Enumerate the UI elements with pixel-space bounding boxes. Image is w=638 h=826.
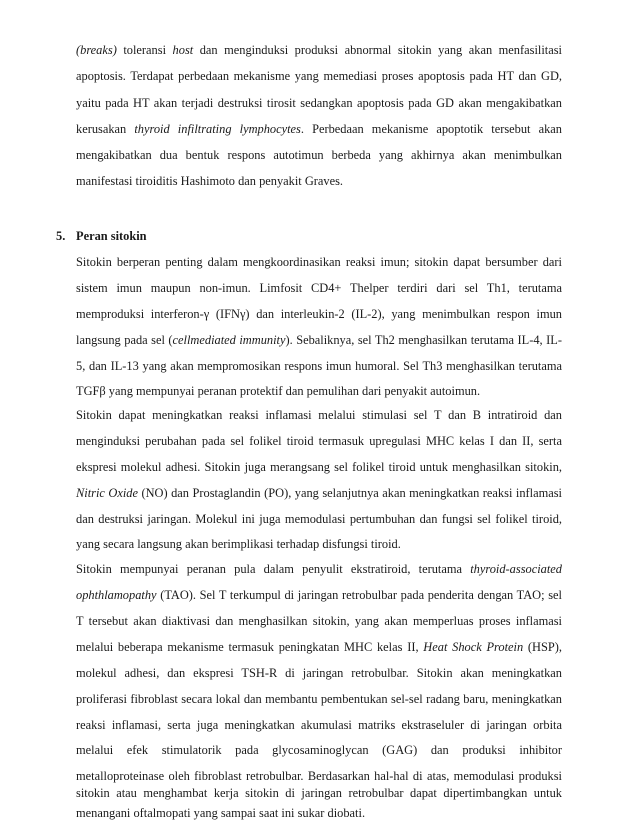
section-title: Peran sitokin [76,229,147,243]
text-run: . Perbedaan mekanisme apoptotik tersebut akan [300,122,563,136]
paragraph-3-line-3: ekspresi molekul adhesi. Sitokin juga merangsang sel folikel tiroid untuk menghasilkan sitokin, [76,460,562,474]
paragraph-3-line-5: dan destruksi jaringan. Molekul ini juga memodulasi pertumbuhan dan fungsi sel folikel tiroid, [76,512,562,526]
text-run: toleransi [116,43,173,57]
paragraph-1-line-4 [76,120,562,138]
paragraph-3-line-4 [76,484,562,502]
section-heading [56,227,356,245]
italic-term-cellmediated: cellmediated immunity [172,333,286,347]
paragraph-1-line-5: mengakibatkan dua bentuk respons autotimun berbeda yang akhirnya akan menimbulkan [76,148,562,162]
text-run: (NO) dan Prostaglandin (PO), yang selanjutnya akan meningkatkan reaksi inflamasi [137,486,562,500]
text-run: (TAO). Sel T terkumpul di jaringan retrobulbar pada penderita dengan TAO; sel [156,588,562,602]
paragraph-1-line-1 [76,41,562,59]
paragraph-3-line-2: menginduksi perubahan pada sel folikel tiroid termasuk upregulasi MHC kelas I dan II, serta [76,434,562,448]
text-run: dan menginduksi produksi abnormal sitokin yang akan menfasilitasi [193,43,562,57]
paragraph-2-line-5: 5, dan IL-13 yang akan mempromosikan respons imun humoral. Sel Th3 menghasilkan terutama [76,359,562,373]
paragraph-4-line-3: T tersebut akan diaktivasi dan menghasilkan sitokin, yang akan memperluas proses inflamasi [76,614,562,628]
italic-term-nitric-oxide: Nitric Oxide [76,486,138,500]
section-number: 5. [56,229,66,243]
paragraph-4-line-5: molekul adhesi, dan ekspresi TSH-R di jaringan retrobulbar. Sitokin akan meningkatkan [76,666,562,680]
italic-term-heat-shock-protein: Heat Shock Protein [423,640,524,654]
italic-term-ophthlamopathy: ophthlamopathy [76,588,157,602]
italic-term-thyroid-infiltrating: thyroid infiltrating lymphocytes [134,122,301,136]
paragraph-3-line-6: yang secara langsung akan berimplikasi terhadap disfungsi tiroid. [76,537,401,551]
paragraph-4-line-9: metalloproteinase oleh fibroblast retrobulbar. Berdasarkan hal-hal di atas, memodulasi produksi [76,769,562,783]
paragraph-4-line-11: menangani oftalmopati yang sampai saat ini sukar diobati. [76,806,366,820]
paragraph-4-line-10: sitokin atau menghambat kerja sitokin di jaringan retrobulbar dapat dipertimbangkan untuk [76,786,562,800]
text-run: Sitokin mempunyai peranan pula dalam penyulit ekstratiroid, terutama [76,562,471,576]
text-run: langsung pada sel ( [76,333,173,347]
paragraph-2-line-1: Sitokin berperan penting dalam mengkoordinasikan reaksi imun; sitokin dapat bersumber dari [76,255,562,269]
italic-term-breaks: (breaks) [76,43,117,57]
paragraph-4-line-4 [76,638,562,656]
paragraph-2-line-3: memproduksi interferon-γ (IFNγ) dan interleukin-2 (IL-2), yang menimbulkan respon imun [76,307,562,321]
italic-term-thyroid-associated: thyroid-associated [470,562,562,576]
paragraph-2-line-4 [76,331,562,349]
paragraph-4-line-8: melalui efek stimulatorik pada glycosaminoglycan (GAG) dan produksi inhibitor [76,743,562,757]
text-run: kerusakan [76,122,135,136]
paragraph-1-line-3: yaitu pada HT akan terjadi destruksi tirosit sedangkan apoptosis pada GD akan mengakibatkan [76,96,562,110]
paragraph-2-line-2: sistem imun maupun non-imun. Limfosit CD4+ Thelper terdiri dari sel Th1, terutama [76,281,562,295]
text-run: ). Sebaliknya, sel Th2 menghasilkan terutama IL-4, IL- [285,333,562,347]
paragraph-1-line-2: apoptosis. Terdapat perbedaan mekanisme yang memediasi proses apoptosis pada HT dan GD, [76,69,562,83]
italic-term-host: host [172,43,194,57]
paragraph-3-line-1: Sitokin dapat meningkatkan reaksi inflamasi melalui stimulasi sel T dan B intratiroid dan [76,408,562,422]
paragraph-1-line-6: manifestasi tiroiditis Hashimoto dan penyakit Graves. [76,174,344,188]
paragraph-4-line-6: proliferasi fibroblast secara lokal dan membantu pembentukan sel-sel radang baru, meningkatkan [76,692,562,706]
text-run: (HSP), [523,640,562,654]
paragraph-4-line-2 [76,586,562,604]
text-run: melalui beberapa mekanisme termasuk peningkatan MHC kelas II, [76,640,424,654]
paragraph-4-line-7: reaksi inflamasi, serta juga meningkatkan akumulasi matriks ekstraseluler di jaringan orbita [76,718,562,732]
paragraph-4-line-1 [76,560,562,578]
paragraph-2-line-6: TGFβ yang mempunyai peranan protektif dan pemulihan dari penyakit autoimun. [76,384,481,398]
